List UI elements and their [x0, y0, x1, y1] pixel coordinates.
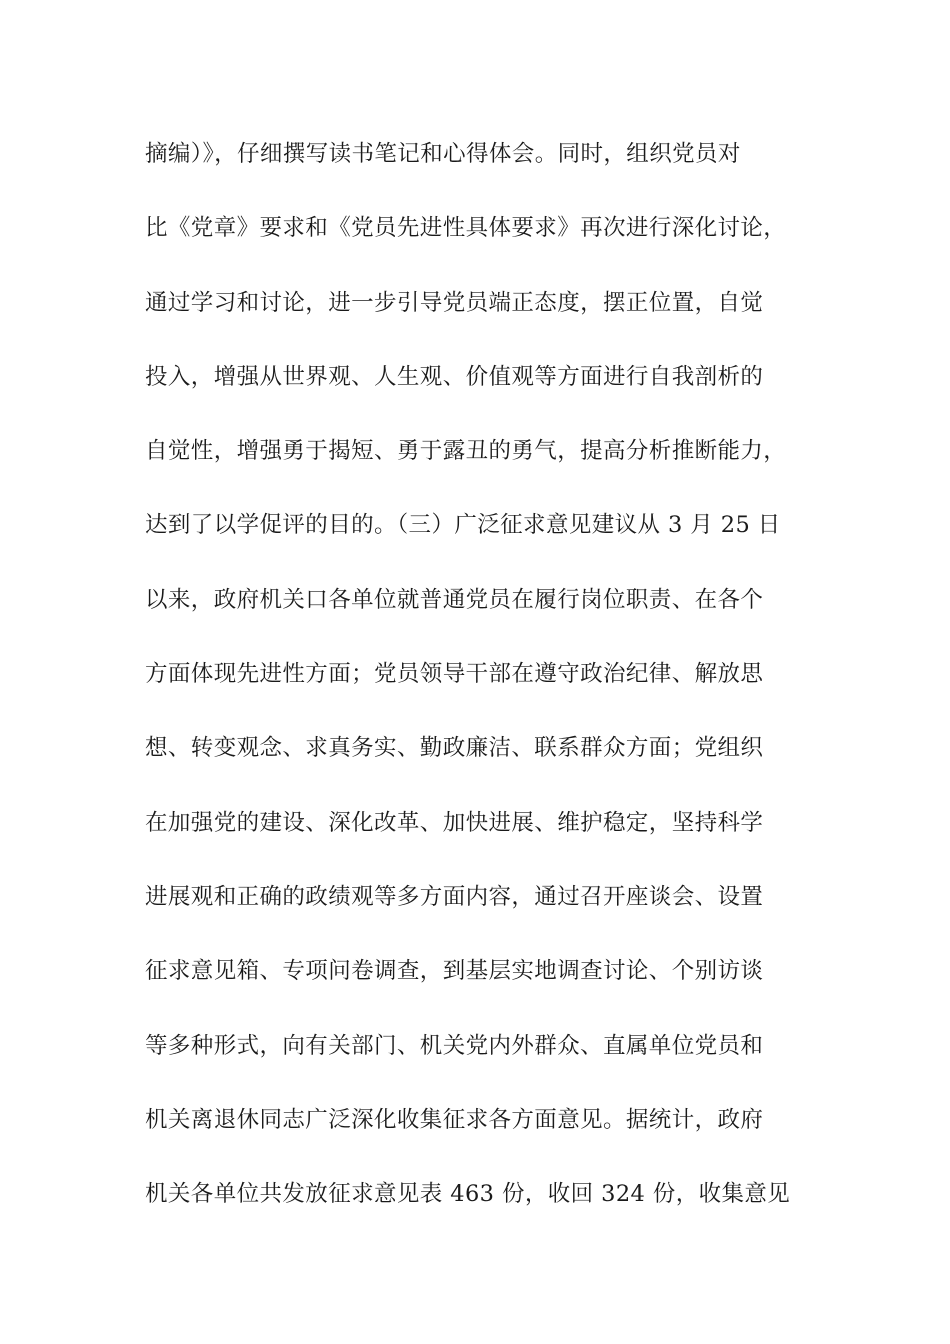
text-line: 机关离退休同志广泛深化收集征求各方面意见。据统计，政府	[145, 1106, 764, 1133]
text-line: 在加强党的建设、深化改革、加快进展、维护稳定，坚持科学	[145, 809, 764, 836]
text-line: 通过学习和讨论，进一步引导党员端正态度，摆正位置，自觉	[145, 289, 764, 316]
body-text	[145, 132, 825, 1246]
text-line: 摘编）》，仔细撰写读书笔记和心得体会。同时，组织党员对	[145, 141, 741, 167]
text-line: 比《党章》要求和《党员先进性具体要求》再次进行深化讨论，	[145, 215, 787, 242]
text-line: 想、转变观念、求真务实、勤政廉洁、联系群众方面；党组织	[145, 735, 764, 762]
text-line: 投入，增强从世界观、人生观、价值观等方面进行自我剖析的	[145, 363, 764, 390]
text-line: 达到了以学促评的目的。（三）广泛征求意见建议从 3 月 25 日	[145, 512, 781, 539]
text-line: 进展观和正确的政绩观等多方面内容，通过召开座谈会、设置	[145, 883, 764, 910]
text-line: 征求意见箱、专项问卷调查，到基层实地调查讨论、个别访谈	[145, 958, 764, 985]
text-line: 方面体现先进性方面；党员领导干部在遵守政治纪律、解放思	[145, 661, 764, 688]
text-line: 机关各单位共发放征求意见表 463 份，收回 324 份，收集意见	[145, 1181, 791, 1208]
text-line: 自觉性，增强勇于揭短、勇于露丑的勇气，提高分析推断能力，	[145, 438, 787, 465]
text-line: 等多种形式，向有关部门、机关党内外群众、直属单位党员和	[145, 1032, 764, 1059]
text-line: 以来，政府机关口各单位就普通党员在履行岗位职责、在各个	[145, 586, 764, 613]
